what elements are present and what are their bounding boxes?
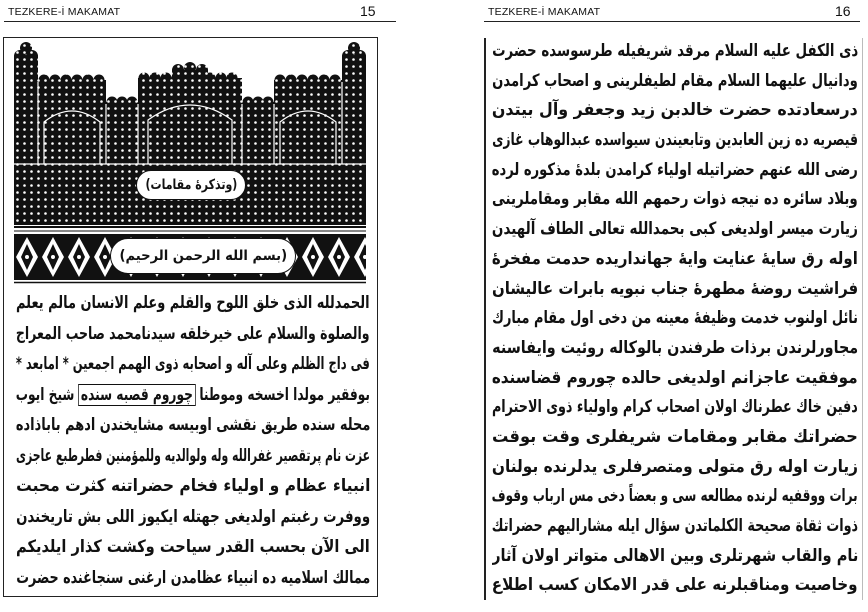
text-line-content: فى داج الظلم وعلى آله و اصحابه ذوى الهمم اجمعين * امابعد * — [16, 354, 370, 374]
text-line — [492, 215, 858, 245]
text-line-content: الحمدلله الذى خلق اللوح والقلم وعلم الانسان مالم يعلم — [16, 293, 370, 313]
text-line-content: نائل اولنوب خدمت وظيفهٔ معينه من دخى اول مقام مبارك — [492, 308, 858, 329]
basmala-text: (بسم الله الرحمن الرحيم) — [119, 248, 287, 264]
running-head: TEZKERE-İ MAKAMAT — [8, 6, 121, 18]
text-line-content: حضراتك مقابر ومقامات شريفلرى وقت بوقت — [492, 426, 858, 447]
text-line — [492, 185, 858, 215]
text-line-content: درسعادتده حضرت خالدبن زيد وجعفر وآل بيتدن — [492, 100, 858, 121]
text-line — [492, 453, 858, 483]
text-line — [492, 156, 858, 186]
text-line-content: اوله رق سايهٔ عنايت وايهٔ جهانداريده حدمت مفخرهٔ — [492, 248, 858, 269]
text-line — [492, 304, 858, 334]
text-segment: بوفقير مولدا اخسخه وموطنا — [199, 384, 370, 405]
text-line — [492, 67, 858, 97]
text-line-content: ذوات ثقاة صحيحة الكلماتدن سؤال ايله مشاراليهم حضراتك — [492, 516, 858, 536]
text-segment: شيخ ايوب — [16, 384, 75, 405]
text-line-content: موفقيت عاجزانم اولديغى حالده چوروم قضاسنده — [492, 367, 858, 388]
text-line-content: الى الآن بحسب القدر سياحت وكشت كذار ايلديكم — [16, 537, 370, 557]
title-cartouche-text: (وتذكرهٔ مقامات) — [145, 177, 237, 193]
text-line-content: زيارت ميسر اولديغى كبى بحمدالله تعالى الطاف آلهيدن — [492, 219, 858, 240]
text-line-content: زيارت اوله رق متولى ومتصرفلرى يدلرنده بولنان — [492, 456, 858, 477]
text-line — [492, 275, 858, 305]
text-line — [16, 471, 370, 502]
text-line-content: عزت نام پرتقصير غفرالله وله ولوالديه وللمؤمنين فطرطبع عاجزى — [16, 445, 370, 466]
text-line — [492, 96, 858, 126]
text-line-content: ممالك اسلاميه ده انبياء عظامدن ارغنى سنجاغنده حضرت — [16, 567, 370, 588]
text-line — [492, 364, 858, 394]
page-number: 16 — [835, 3, 851, 19]
text-line — [492, 334, 858, 364]
ornamental-headpiece — [14, 42, 366, 286]
text-line — [492, 512, 858, 542]
text-line-content: برات ووقفيه لرنده مطالعه سى و بعضاً دخى مس ارباب وقوف — [492, 486, 858, 507]
text-line-content: انبياء عظام و اولياء فخام حضراتنه كثرت محبت — [16, 476, 370, 496]
text-line — [492, 423, 858, 453]
text-line — [492, 542, 858, 572]
text-line — [492, 393, 858, 423]
text-line — [16, 441, 370, 472]
text-line — [492, 37, 858, 67]
left-page-text — [16, 288, 370, 593]
text-line — [16, 288, 370, 319]
text-line — [16, 319, 370, 350]
text-line-content: ذى الكفل عليه السلام مرقد شريفيله طرسوسده حضرت — [492, 41, 858, 61]
page-number: 15 — [360, 3, 376, 19]
text-line-content: ووفرت رغبتم اولديغى جهتله ايكيوز اللى بش تاريخندن — [16, 506, 370, 527]
text-line — [16, 410, 370, 441]
text-line-content — [16, 380, 370, 411]
boxed-phrase: چوروم قصبه سنده — [78, 384, 196, 406]
text-line-content: محله سنده طريق نقشى اوبيسه مشايخندن ادهم باباذاده — [16, 415, 370, 435]
text-line-content: ودانيال عليهما السلام مقام لطيفلرينى و اصحاب كرامدن — [492, 70, 858, 91]
text-line — [16, 532, 370, 563]
text-line-content: وخاصيت ومناقبلرنه على قدر الامكان كسب اطلاع — [492, 575, 858, 596]
text-line-content: قيصريه ده زين العابدين وتابعيندن سيواسده عبدالوهاب غازى — [492, 130, 858, 151]
page-gutter-edge — [484, 38, 486, 600]
title-cartouche — [136, 170, 246, 200]
page-outer-edge — [862, 38, 863, 600]
text-line — [16, 349, 370, 380]
text-line-content: وبلاد سائره ده نيجه ذوات رحمهم الله مقابر ومقاملرينى — [492, 189, 858, 210]
text-line-content: دفين خاك عطرناك اولان اصحاب كرام واولياء ذوى الاحترام — [492, 397, 858, 418]
right-page — [434, 0, 868, 612]
text-line — [492, 126, 858, 156]
basmala-cartouche — [110, 238, 296, 274]
right-page-text — [492, 37, 858, 602]
text-line — [492, 482, 858, 512]
header-rule — [4, 21, 396, 22]
text-line — [492, 571, 858, 601]
header-rule — [484, 21, 860, 22]
text-line-content: نام والقاب شهرتلرى وبين الاهالى متواتر اولان آثار — [492, 545, 858, 566]
text-line — [16, 380, 370, 411]
running-head: TEZKERE-İ MAKAMAT — [488, 6, 601, 18]
text-line-content: رضى الله عنهم حضراتيله اولياء كرامدن بلدهٔ مذكوره لرده — [492, 159, 858, 180]
text-line-content: والصلوة والسلام على خيرخلقه سيدنامحمد صاحب المعراج — [16, 323, 370, 344]
text-line-content: فراشيت روضهٔ مطهرهٔ جناب نبويه بابرات عاليشان — [492, 278, 858, 299]
text-line-content: مجاورلرندن برذات طرفندن بالوكاله روئيت وايفاسنه — [492, 337, 858, 358]
text-line — [16, 563, 370, 594]
text-line — [492, 245, 858, 275]
text-line — [16, 502, 370, 533]
